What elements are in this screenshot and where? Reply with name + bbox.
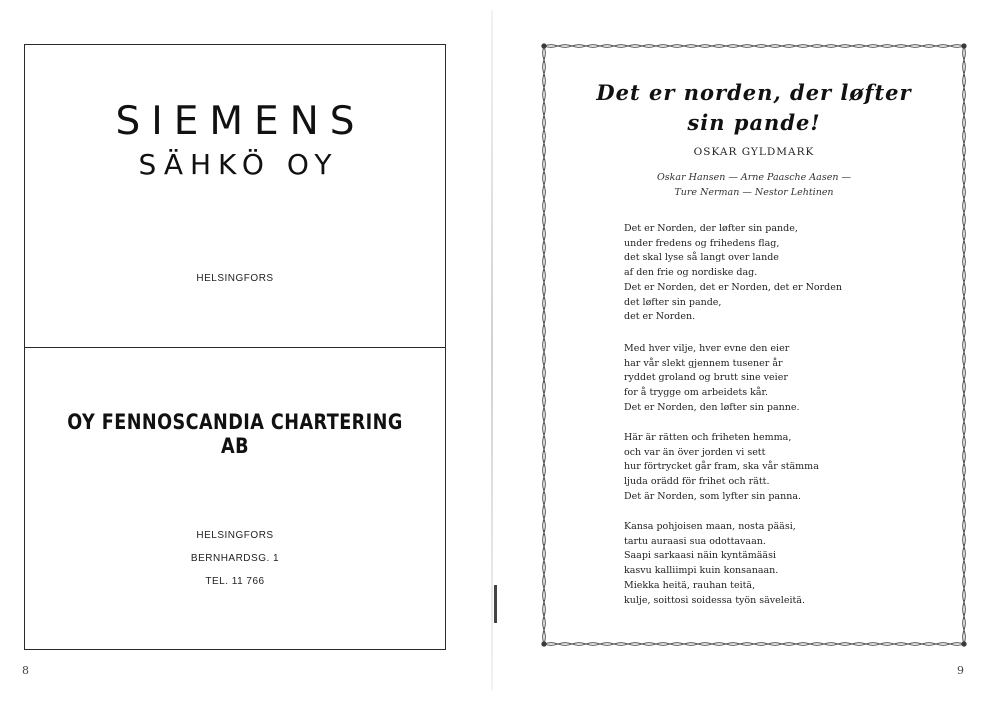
stanza-line: ryddet groland og brutt sine veier — [624, 372, 788, 384]
stanza-3 — [624, 431, 954, 505]
stanza-line: Saapi sarkaasi näin kyntämääsi — [624, 550, 777, 562]
stanza-line: Det er Norden, det er Norden, det er Norden — [624, 281, 842, 293]
fennoscandia-phone: TEL. 11 766 — [205, 576, 265, 587]
stanza-line: det løfter sin pande, — [624, 296, 722, 308]
song-credits — [540, 170, 968, 200]
stanza-line: har vår slekt gjennem tusener år — [624, 357, 783, 369]
siemens-title: SIEMENS — [115, 99, 366, 144]
stanza-line: Det är Norden, som lyfter sin panna. — [624, 490, 801, 502]
stanza-line: hur förtrycket går fram, ska vår stämma — [624, 461, 819, 473]
song-composer: OSKAR GYLDMARK — [693, 146, 815, 158]
stanza-line: under fredens og frihedens flag, — [624, 237, 780, 249]
song-title — [540, 78, 968, 138]
fennoscandia-address: BERNHARDSG. 1 — [190, 553, 280, 564]
stanza-line: tartu auraasi sua odottavaan. — [624, 535, 766, 547]
border-corner — [962, 642, 966, 646]
border-corner — [542, 642, 546, 646]
advertisement-divider — [25, 347, 445, 348]
credits-line2: Ture Nerman — Nestor Lehtinen — [674, 187, 834, 198]
stanza-line: ljuda orädd för frihet och rätt. — [624, 476, 770, 488]
credits-line1: Oskar Hansen — Arne Paasche Aasen — — [657, 172, 851, 183]
border-corner — [542, 44, 546, 48]
fennoscandia-title: OY FENNOSCANDIA CHARTERING AB — [67, 410, 403, 458]
book-gutter — [491, 10, 493, 690]
stanza-line: Med hver vilje, hver evne den eier — [624, 343, 790, 354]
advertisement-frame — [24, 44, 446, 650]
stanza-4 — [624, 520, 954, 608]
song-title-line1: Det er norden, der løfter — [596, 80, 912, 105]
stanza-line: Det er Norden, der løfter sin pande, — [624, 223, 798, 234]
fennoscandia-city: HELSINGFORS — [196, 530, 274, 541]
border-corner — [962, 44, 966, 48]
binding-mark — [494, 585, 497, 623]
sahko-oy-subtitle: SÄHKÖ OY — [138, 148, 339, 181]
stanza-line: Här är rätten och friheten hemma, — [624, 432, 792, 443]
stanza-1 — [624, 222, 954, 325]
stanza-line: kulje, soittosi soidessa työn säveleitä. — [624, 594, 805, 606]
stanza-line: for å trygge om arbeidets kår. — [624, 387, 769, 399]
stanza-line: af den frie og nordiske dag. — [624, 267, 758, 279]
stanza-2 — [624, 342, 954, 416]
stanza-line: det er Norden. — [624, 311, 696, 323]
page-number-right: 9 — [957, 664, 964, 677]
stanza-line: Det er Norden, den løfter sin panne. — [624, 401, 800, 413]
border-wave — [544, 45, 964, 48]
stanza-line: och var än över jorden vi sett — [624, 446, 766, 458]
page-number-left: 8 — [22, 664, 29, 677]
song-title-line2: sin pande! — [687, 110, 821, 135]
border-wave — [544, 643, 964, 646]
stanza-line: Miekka heitä, rauhan teitä, — [624, 579, 756, 591]
song-frame — [540, 42, 968, 648]
siemens-city: HELSINGFORS — [196, 273, 274, 284]
stanza-line: kasvu kalliimpi kuin konsanaan. — [624, 565, 779, 577]
stanza-line: det skal lyse så langt over lande — [624, 252, 779, 264]
stanza-line: Kansa pohjoisen maan, nosta pääsi, — [624, 521, 796, 532]
